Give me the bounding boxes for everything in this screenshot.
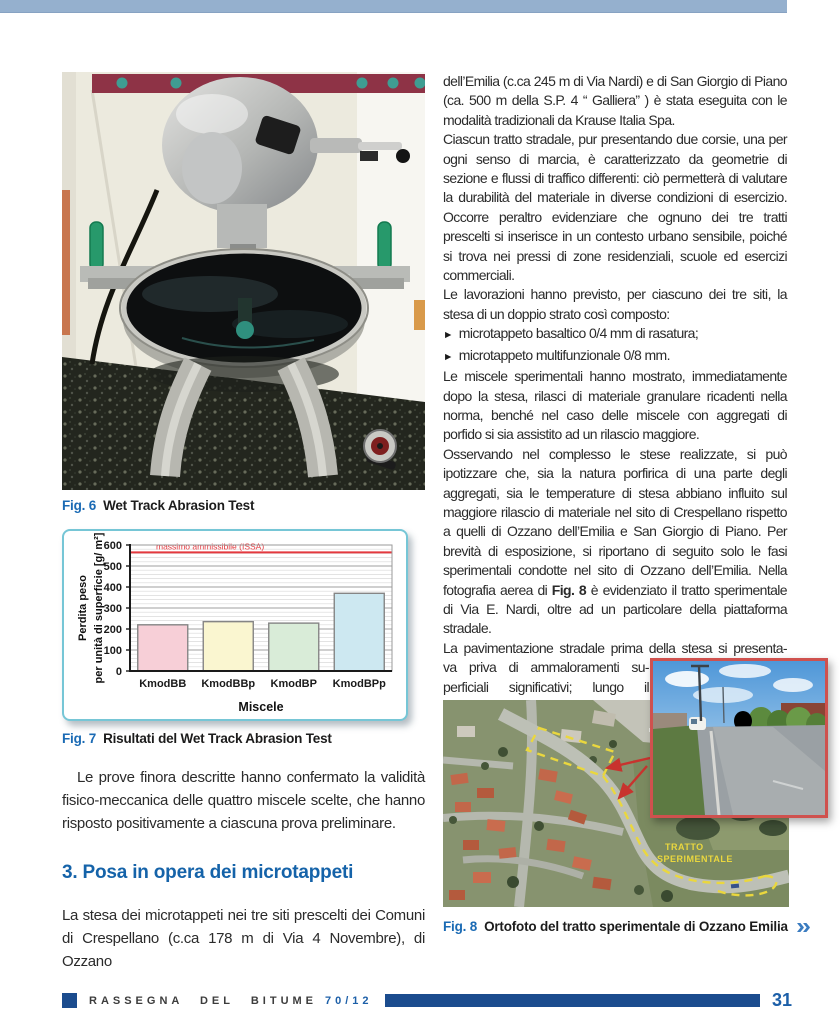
paragraph-emilia: dell’Emilia (c.ca 245 m di Via Nardi) e di San Giorgio di Piano (ca. 500 m della S.P. 4 “ Galliera” ) è stata eseguita con le modalità tradizionali da Krause Italia Spa.: [443, 73, 787, 128]
svg-text:per unità di superficie [g/ m²: per unità di superficie [g/ m²]: [93, 533, 105, 684]
fig8-figure: [443, 700, 828, 939]
footer-accent-square: [62, 993, 77, 1008]
svg-text:KmodBPp: KmodBPp: [332, 678, 386, 690]
fig6-caption: [62, 498, 425, 513]
footer-rule-bar: [385, 994, 760, 1007]
footer-issue-number: 70/12: [325, 994, 373, 1007]
svg-text:0: 0: [115, 666, 122, 678]
svg-text:Perdita peso: Perdita peso: [77, 574, 89, 642]
paragraph-stesa: La stesa dei microtappeti nei tre siti prescelti dei Comuni di Crespellano (c.ca 178 m di Via 4 Novembre), di Ozzano: [62, 907, 425, 970]
fig8-caption-label: Fig. 8: [443, 918, 478, 934]
top-page-rule: [0, 0, 787, 13]
svg-text:500: 500: [103, 561, 122, 573]
chart-svg: [66, 533, 406, 717]
paragraph-validity: Le prove finora descritte hanno confermato la validità fisico-meccanica delle quattro miscele scelte, che hanno risposto positivamente a ciascuna prova preliminare.: [62, 769, 425, 832]
fig8-caption: [443, 919, 788, 934]
paragraph-lavorazioni: Le lavorazioni hanno previsto, per ciascuno dei tre siti, la stesa di un doppio strato così composto:: [443, 286, 787, 322]
right-column-text: [443, 72, 787, 697]
svg-text:600: 600: [103, 540, 122, 552]
fig8-caption-text: Ortofoto del tratto sperimentale di Ozzano Emilia: [484, 918, 788, 934]
svg-text:Miscele: Miscele: [238, 700, 284, 714]
fig6-caption-label: Fig. 6: [62, 498, 97, 513]
paragraph-pavimentazione-line1: La pavimentazione stradale prima della stesa si presenta-: [443, 639, 787, 656]
right-column: [443, 72, 811, 939]
paragraph-miscele-sperimentali: Le miscele sperimentali hanno mostrato, immediatamente dopo la stesa, rilasci di materiale granulare ricadenti nella norma, benché nel caso delle miscele con aggregati di porfido si sia assistito ad un rilascio maggiore.: [443, 368, 787, 443]
fig6-caption-text: Wet Track Abrasion Test: [103, 498, 255, 513]
fig8-reference: Fig. 8: [551, 581, 587, 598]
svg-text:300: 300: [103, 603, 122, 615]
next-page-chevron-icon: »: [795, 913, 811, 939]
fig8-inset-photo: [650, 658, 828, 818]
bullet-arrow-icon: ►: [443, 350, 453, 363]
svg-text:KmodBBp: KmodBBp: [201, 678, 256, 690]
bullet-item: [443, 324, 787, 345]
svg-text:100: 100: [103, 645, 122, 657]
fig7-caption: [62, 731, 425, 746]
svg-text:KmodBB: KmodBB: [139, 678, 187, 690]
footer: [62, 990, 792, 1011]
fig6-photo: [62, 72, 425, 490]
svg-text:200: 200: [103, 624, 122, 636]
tratto-sperimentale-label-line2: SPERIMENTALE: [657, 854, 733, 864]
paragraph-pavimentazione-wrap1: va priva di ammaloramenti su-: [443, 659, 649, 676]
bullet-arrow-icon: ►: [443, 329, 453, 342]
fig7-caption-label: Fig. 7: [62, 731, 97, 746]
left-column: [62, 72, 425, 973]
paragraph-osservando-start: Osservando nel complesso le stese realizzate, si può ipotizzare che, sia la natura porfirica di una parte degli aggregati, sia le temperature di stesa abbiano influito sul maggiore rilascio di materiale nel sito di Crespellano rispetto a quelli di Ozzano dell’Emilia e San Giorgio di Piano. Per brevità di esposizione, si riportano di seguito solo le fasi sperimentali condotte nel sito di Ozzano dell’Emilia. Nella fotografia aerea di: [443, 445, 787, 598]
fig8-caption-row: [443, 913, 811, 939]
bullet-text: microtappeto basaltico 0/4 mm di rasatura;: [458, 325, 699, 342]
paragraph-pavimentazione-wrap2: perficiali significativi; lungo il: [443, 678, 649, 695]
section-heading: 3. Posa in opera dei microtappeti: [62, 862, 354, 883]
fig7-chart: [62, 529, 408, 721]
footer-journal-name: RASSEGNA DEL BITUME: [89, 994, 318, 1007]
svg-text:massimo ammissibile (ISSA): massimo ammissibile (ISSA): [156, 541, 265, 552]
svg-text:KmodBP: KmodBP: [270, 678, 317, 690]
page-number: 31: [771, 990, 792, 1010]
paragraph-osservando: [443, 445, 787, 639]
svg-text:400: 400: [103, 582, 122, 594]
street-view-image: [653, 661, 825, 815]
bullet-text: microtappeto multifunzionale 0/8 mm.: [458, 346, 670, 363]
bullet-item: [443, 346, 787, 367]
wet-track-machine-image: [62, 72, 425, 490]
paragraph-osservando-end: è evidenziato il tratto sperimentale di Via E. Nardi, oltre ad un particolare della piattaforma stradale.: [443, 581, 787, 637]
tratto-sperimentale-label-line1: TRATTO: [665, 842, 704, 852]
fig7-caption-text: Risultati del Wet Track Abrasion Test: [103, 731, 332, 746]
paragraph-ciascun-tratto: Ciascun tratto stradale, pur presentando due corsie, una per ogni senso di marcia, è caratterizzato da geometrie di sezione e flussi di traffico differenti: ciò permetterà di valutare la durabilità del materiale in diverse condizioni di esercizio. Occorre peraltro evidenziare che ognuno dei tre tratti prescelti si inserisce in un contesto urbano sensibile, poiché si trova nei pressi di zone residenziali, scuole ed esercizi commerciali.: [443, 131, 787, 284]
